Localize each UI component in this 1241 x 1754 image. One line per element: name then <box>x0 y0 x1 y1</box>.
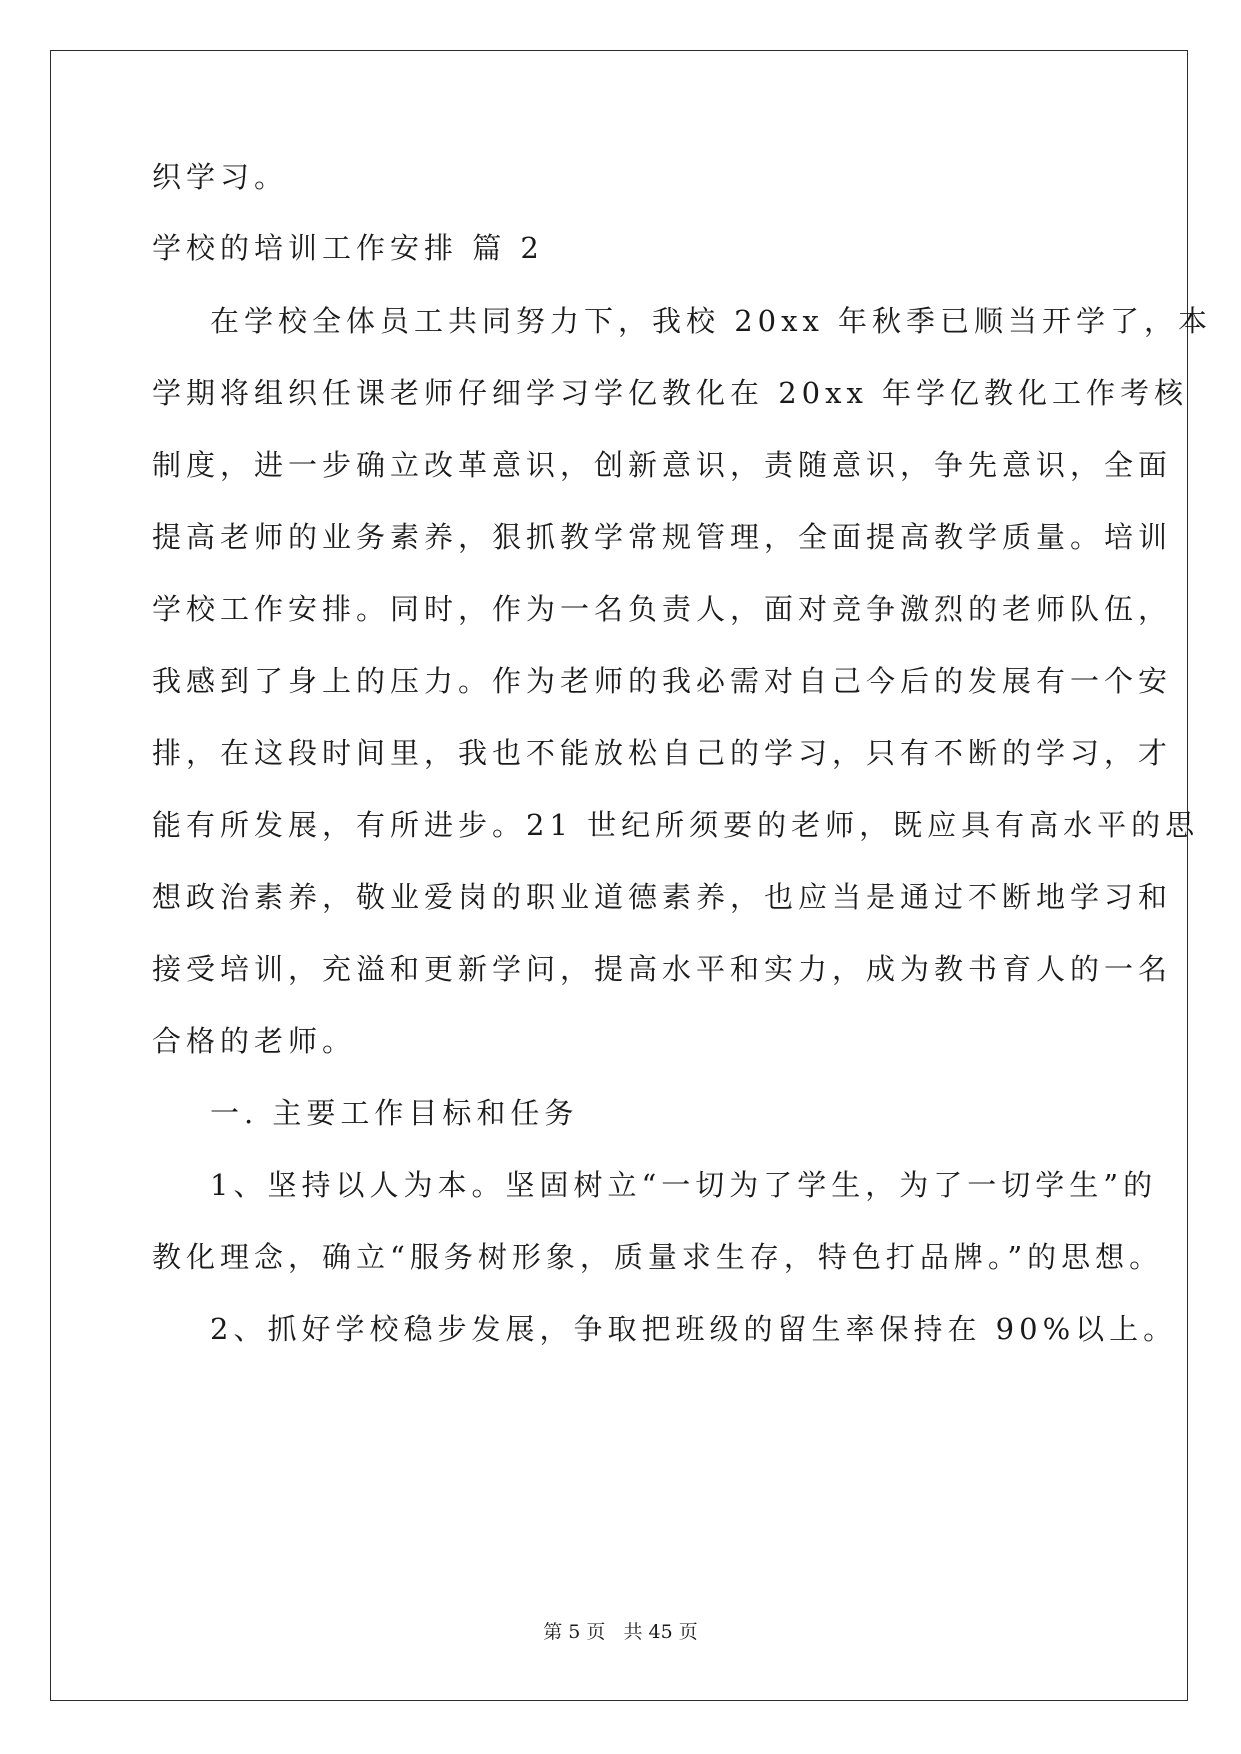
subsection-heading: 一. 主要工作目标和任务 <box>210 1096 579 1130</box>
text-line: 制度，进一步确立改革意识，创新意识，责随意识，争先意识，全面 <box>152 448 1173 482</box>
text-line: 2、抓好学校稳步发展，争取把班级的留生率保持在 90%以上。 <box>210 1312 1178 1346</box>
text-line: 在学校全体员工共同努力下，我校 20xx 年秋季已顺当开学了，本 <box>210 304 1213 338</box>
page-number-footer: 第 5 页 共 45 页 <box>543 1621 698 1643</box>
text-line: 1、坚持以人为本。坚固树立“一切为了学生，为了一切学生”的 <box>210 1168 1158 1202</box>
text-line: 学校工作安排。同时，作为一名负责人，面对竞争激烈的老师队伍， <box>152 592 1173 626</box>
page-frame <box>50 50 1188 1701</box>
text-line: 提高老师的业务素养，狠抓教学常规管理，全面提高教学质量。培训 <box>152 520 1173 554</box>
text-line: 我感到了身上的压力。作为老师的我必需对自己今后的发展有一个安 <box>152 664 1173 698</box>
text-line: 织学习。 <box>152 160 289 194</box>
text-line: 学期将组织任课老师仔细学习学亿教化在 20xx 年学亿教化工作考核 <box>152 376 1189 410</box>
text-line: 能有所发展，有所进步。21 世纪所须要的老师，既应具有高水平的思 <box>152 808 1200 842</box>
section-heading: 学校的培训工作安排 篇 2 <box>152 231 544 265</box>
text-line: 接受培训，充溢和更新学问，提高水平和实力，成为教书育人的一名 <box>152 952 1173 986</box>
text-line: 教化理念，确立“服务树形象，质量求生存，特色打品牌。”的思想。 <box>152 1240 1164 1274</box>
text-line: 排，在这段时间里，我也不能放松自己的学习，只有不断的学习，才 <box>152 736 1173 770</box>
text-line: 合格的老师。 <box>152 1024 357 1058</box>
text-line: 想政治素养，敬业爱岗的职业道德素养，也应当是通过不断地学习和 <box>152 880 1173 914</box>
